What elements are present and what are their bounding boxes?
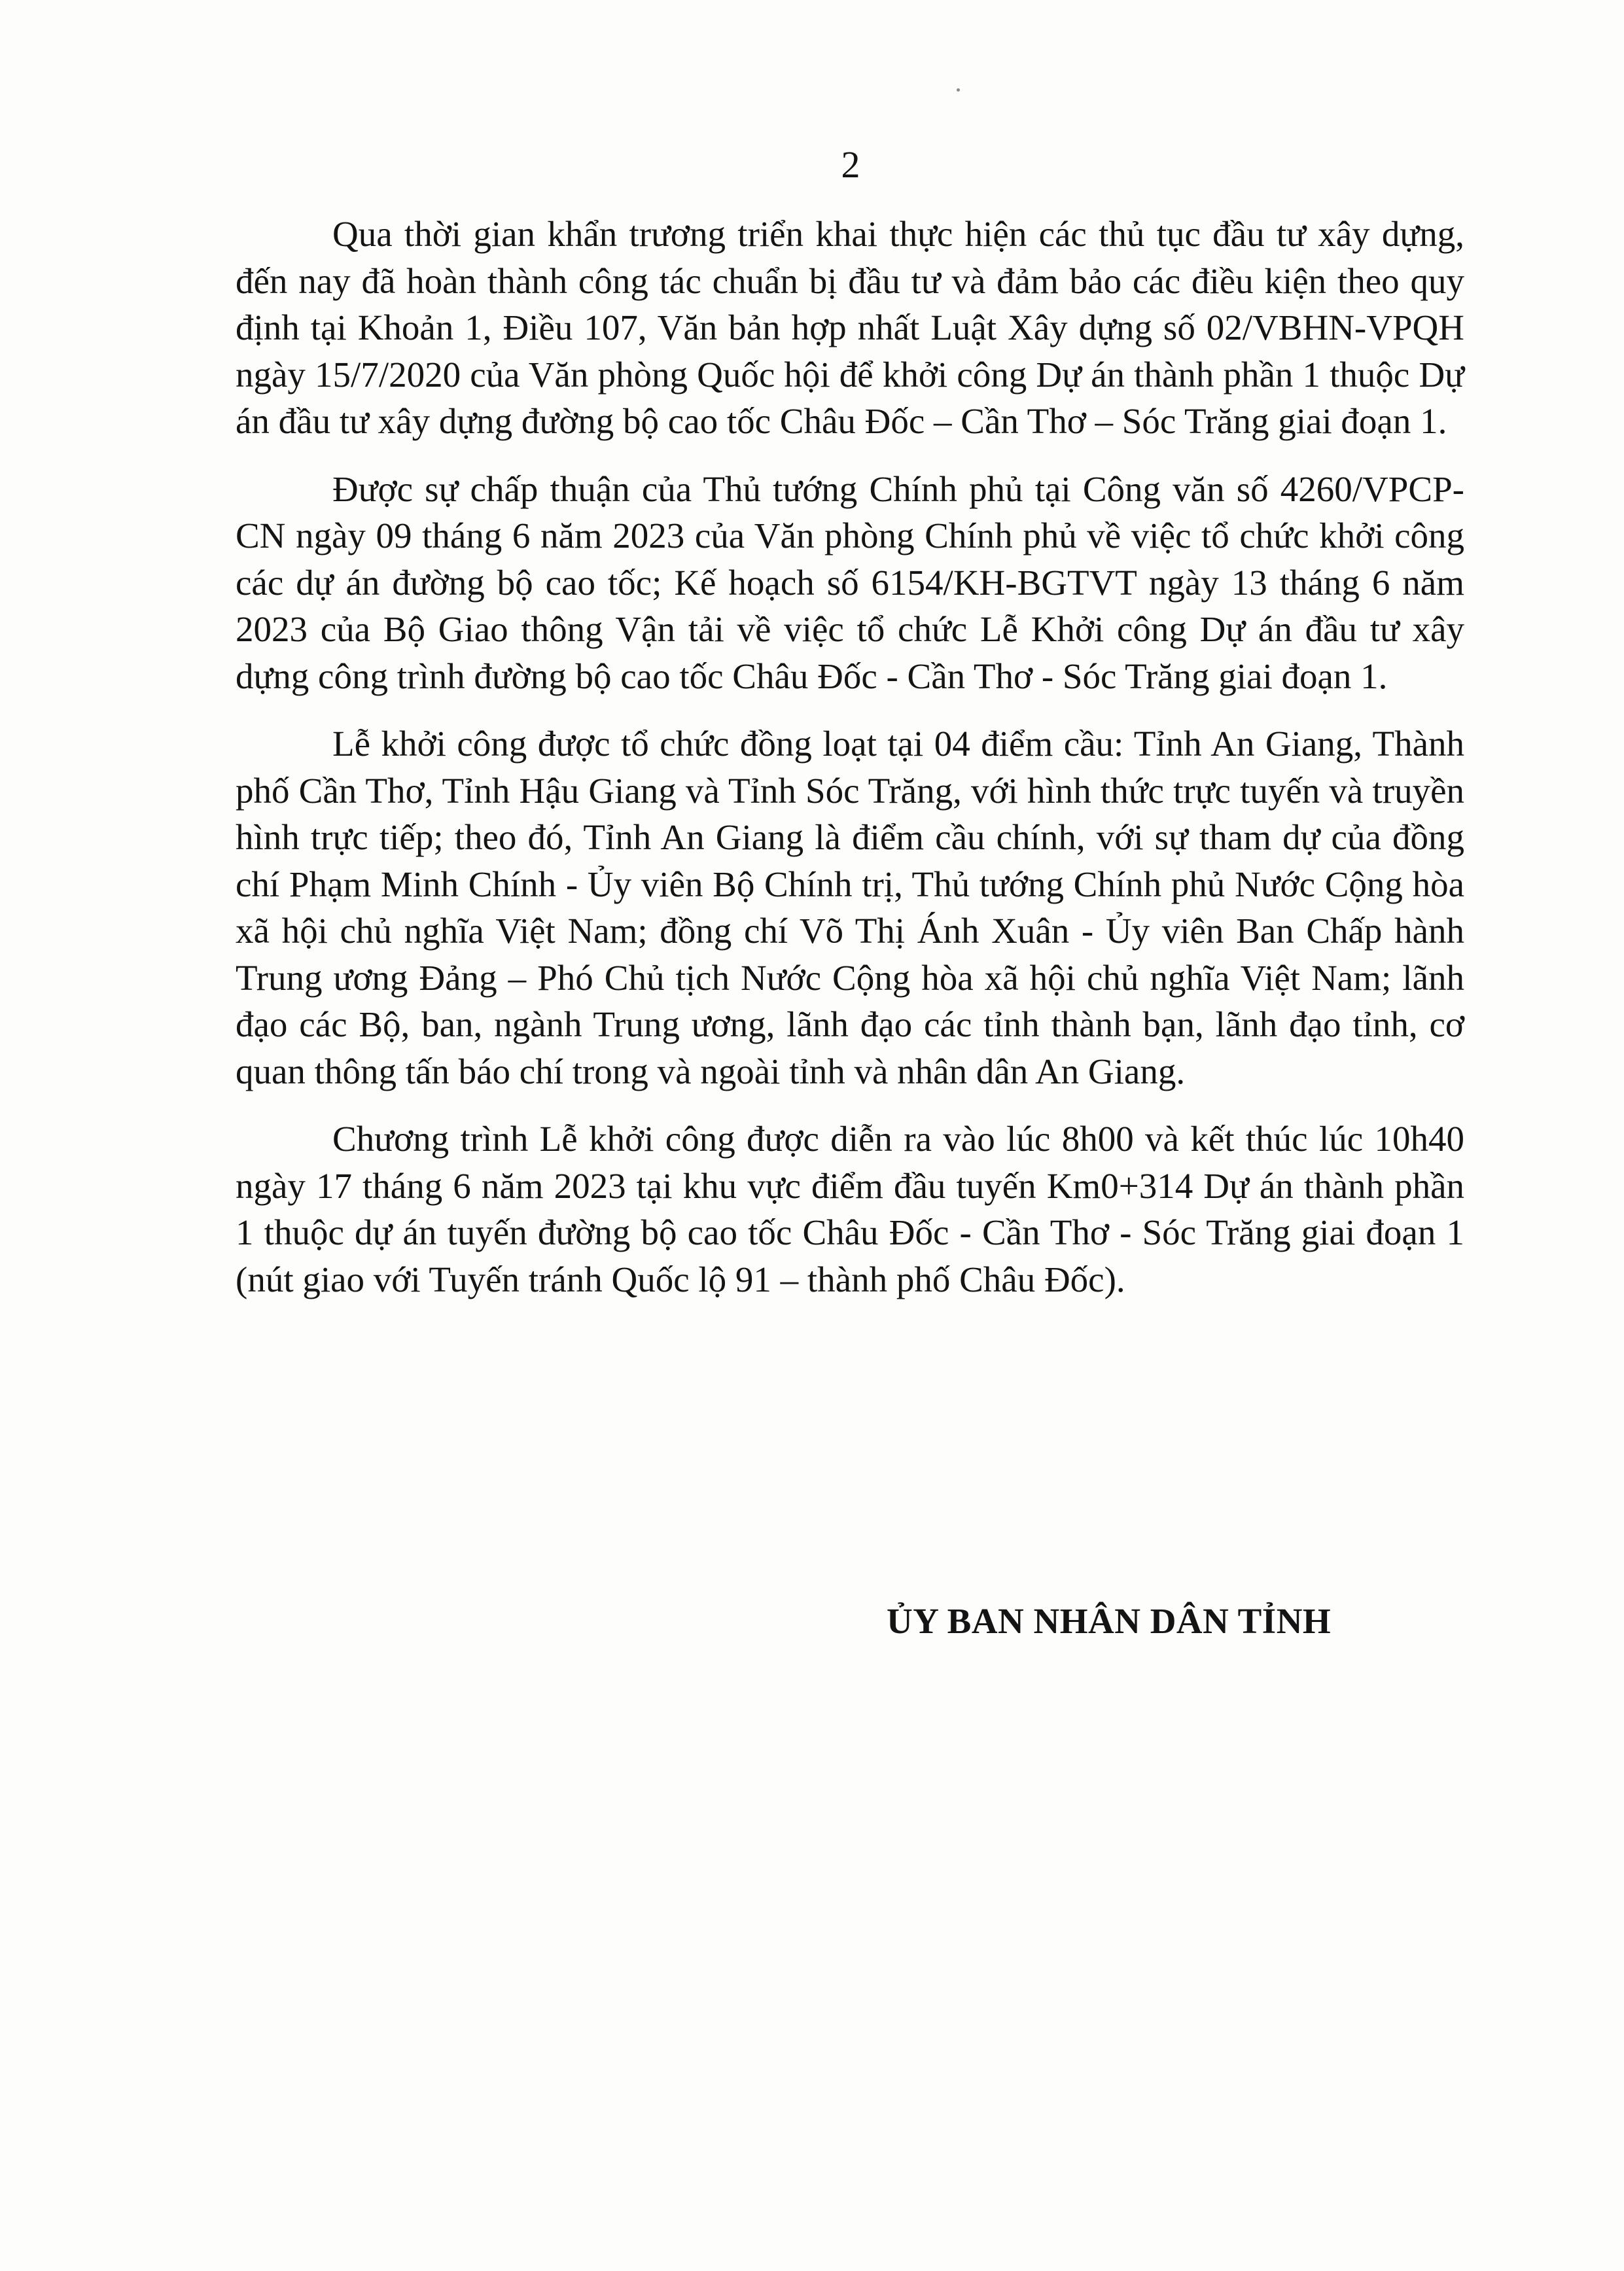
paragraph-program-schedule: Chương trình Lễ khởi công được diễn ra vào lúc 8h00 và kết thúc lúc 10h40 ngày 17 tháng 6 năm 2023 tại khu vực điểm đầu tuyến Km0+314 Dự án thành phần 1 thuộc dự án tuyến đường bộ cao tốc Châu Đốc - Cần Thơ - Sóc Trăng giai đoạn 1 (nút giao với Tuyến tránh Quốc lộ 91 – thành phố Châu Đốc).: [236, 1119, 1464, 1299]
page-number: 2: [841, 143, 860, 186]
paragraph-ceremony-locations: Lễ khởi công được tổ chức đồng loạt tại 04 điểm cầu: Tỉnh An Giang, Thành phố Cần Thơ, Tỉnh Hậu Giang và Tỉnh Sóc Trăng, với hình thức trực tuyến và truyền hình trực tiếp; theo đó, Tỉnh An Giang là điểm cầu chính, với sự tham dự của đồng chí Phạm Minh Chính - Ủy viên Bộ Chính trị, Thủ tướng Chính phủ Nước Cộng hòa xã hội chủ nghĩa Việt Nam; đồng chí Võ Thị Ánh Xuân - Ủy viên Ban Chấp hành Trung ương Đảng – Phó Chủ tịch Nước Cộng hòa xã hội chủ nghĩa Việt Nam; lãnh đạo các Bộ, ban, ngành Trung ương, lãnh đạo các tỉnh thành bạn, lãnh đạo tỉnh, cơ quan thông tấn báo chí trong và ngoài tỉnh và nhân dân An Giang.: [236, 724, 1464, 1091]
scan-speck: [957, 88, 960, 92]
document-body: [236, 211, 1464, 1303]
paragraph-preparation: Qua thời gian khẩn trương triển khai thực hiện các thủ tục đầu tư xây dựng, đến nay đã hoàn thành công tác chuẩn bị đầu tư và đảm bảo các điều kiện theo quy định tại Khoản 1, Điều 107, Văn bản hợp nhất Luật Xây dựng số 02/VBHN-VPQH ngày 15/7/2020 của Văn phòng Quốc hội để khởi công Dự án thành phần 1 thuộc Dự án đầu tư xây dựng đường bộ cao tốc Châu Đốc – Cần Thơ – Sóc Trăng giai đoạn 1.: [236, 214, 1464, 441]
paragraph-approval: Được sự chấp thuận của Thủ tướng Chính phủ tại Công văn số 4260/VPCP-CN ngày 09 tháng 6 năm 2023 của Văn phòng Chính phủ về việc tổ chức khởi công các dự án đường bộ cao tốc; Kế hoạch số 6154/KH-BGTVT ngày 13 tháng 6 năm 2023 của Bộ Giao thông Vận tải về việc tổ chức Lễ Khởi công Dự án đầu tư xây dựng công trình đường bộ cao tốc Châu Đốc - Cần Thơ - Sóc Trăng giai đoạn 1.: [236, 468, 1464, 696]
signature-block: ỦY BAN NHÂN DÂN TỈNH: [887, 1601, 1332, 1641]
